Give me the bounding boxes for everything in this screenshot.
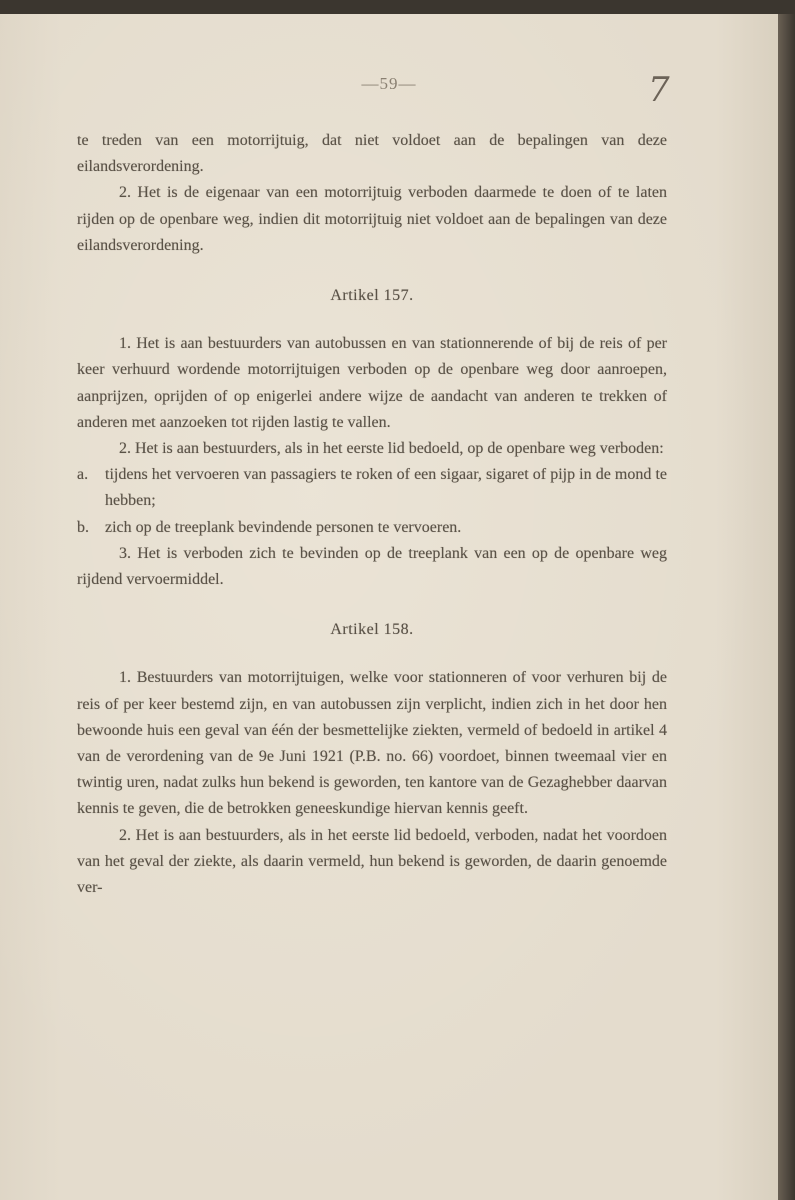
article-heading-157: Artikel 157. bbox=[330, 287, 414, 305]
paragraph-continuation: te treden van een motorrijtuig, dat niet voldoet aan de bepalingen van deze eilandsverordening. bbox=[77, 132, 667, 176]
paragraph-158-2: 2. Het is aan bestuurders, als in het eerste lid bedoeld, verboden, nadat het voordoen van het geval der ziekte, als daarin vermeld, hun bekend is geworden, de daarin genoemde ver- bbox=[77, 826, 667, 897]
list-label-b: b. bbox=[77, 518, 89, 536]
list-text-b: zich op de treeplank bevindende personen te vervoeren. bbox=[105, 518, 462, 536]
paragraph-157-3: 3. Het is verboden zich te bevinden op de treeplank van een op de openbare weg rijdend vervoermiddel. bbox=[77, 544, 667, 589]
body-text bbox=[77, 128, 667, 901]
article-heading-158: Artikel 158. bbox=[330, 621, 414, 639]
paragraph-157-2: 2. Het is aan bestuurders, als in het eerste lid bedoeld, op de openbare weg verboden: bbox=[119, 440, 664, 458]
paragraph-156-2: 2. Het is de eigenaar van een motorrijtuig verboden daarmede te doen of te laten rijden op de openbare weg, indien dit motorrijtuig niet voldoet aan de bepalingen van deze eilandsverordening. bbox=[77, 184, 667, 254]
list-item-b bbox=[77, 515, 667, 541]
paragraph-157-1: 1. Het is aan bestuurders van autobussen en van stationnerende of bij de reis of per keer verhuurd wordende motorrijtuigen verboden op de openbare weg door aanroepen, aanprijzen, oprijden of op enigerlei andere wijze de aandacht van anderen te trekken of anderen met aanzoeken tot rijden lastig te vallen. bbox=[77, 335, 667, 431]
list-item-a bbox=[77, 462, 667, 514]
paragraph-158-1: 1. Bestuurders van motorrijtuigen, welke voor stationneren of voor verhuren bij de reis of per keer bestemd zijn, en van autobussen zijn verplicht, indien zich in het door hen bewoonde huis een geval van één der besmettelijke ziekten, vermeld of bedoeld in artikel 4 van de verordening van de 9e Juni 1921 (P.B. no. 66) voordoet, binnen tweemaal vier en twintig uren, nadat zulks hun bekend is geworden, ten kantore van de Gezaghebber daarvan kennis te geven, die de betrokken geneeskundige hiervan kennis geeft. bbox=[77, 669, 667, 818]
page-edge bbox=[778, 14, 795, 1200]
folio-mark: 7 bbox=[648, 70, 670, 110]
list-label-a: a. bbox=[77, 466, 89, 484]
list-text-a: tijdens het vervoeren van passagiers te roken of een sigaar, sigaret of pijp in de mond te hebben; bbox=[105, 466, 667, 510]
page-number: —59— bbox=[361, 74, 417, 93]
